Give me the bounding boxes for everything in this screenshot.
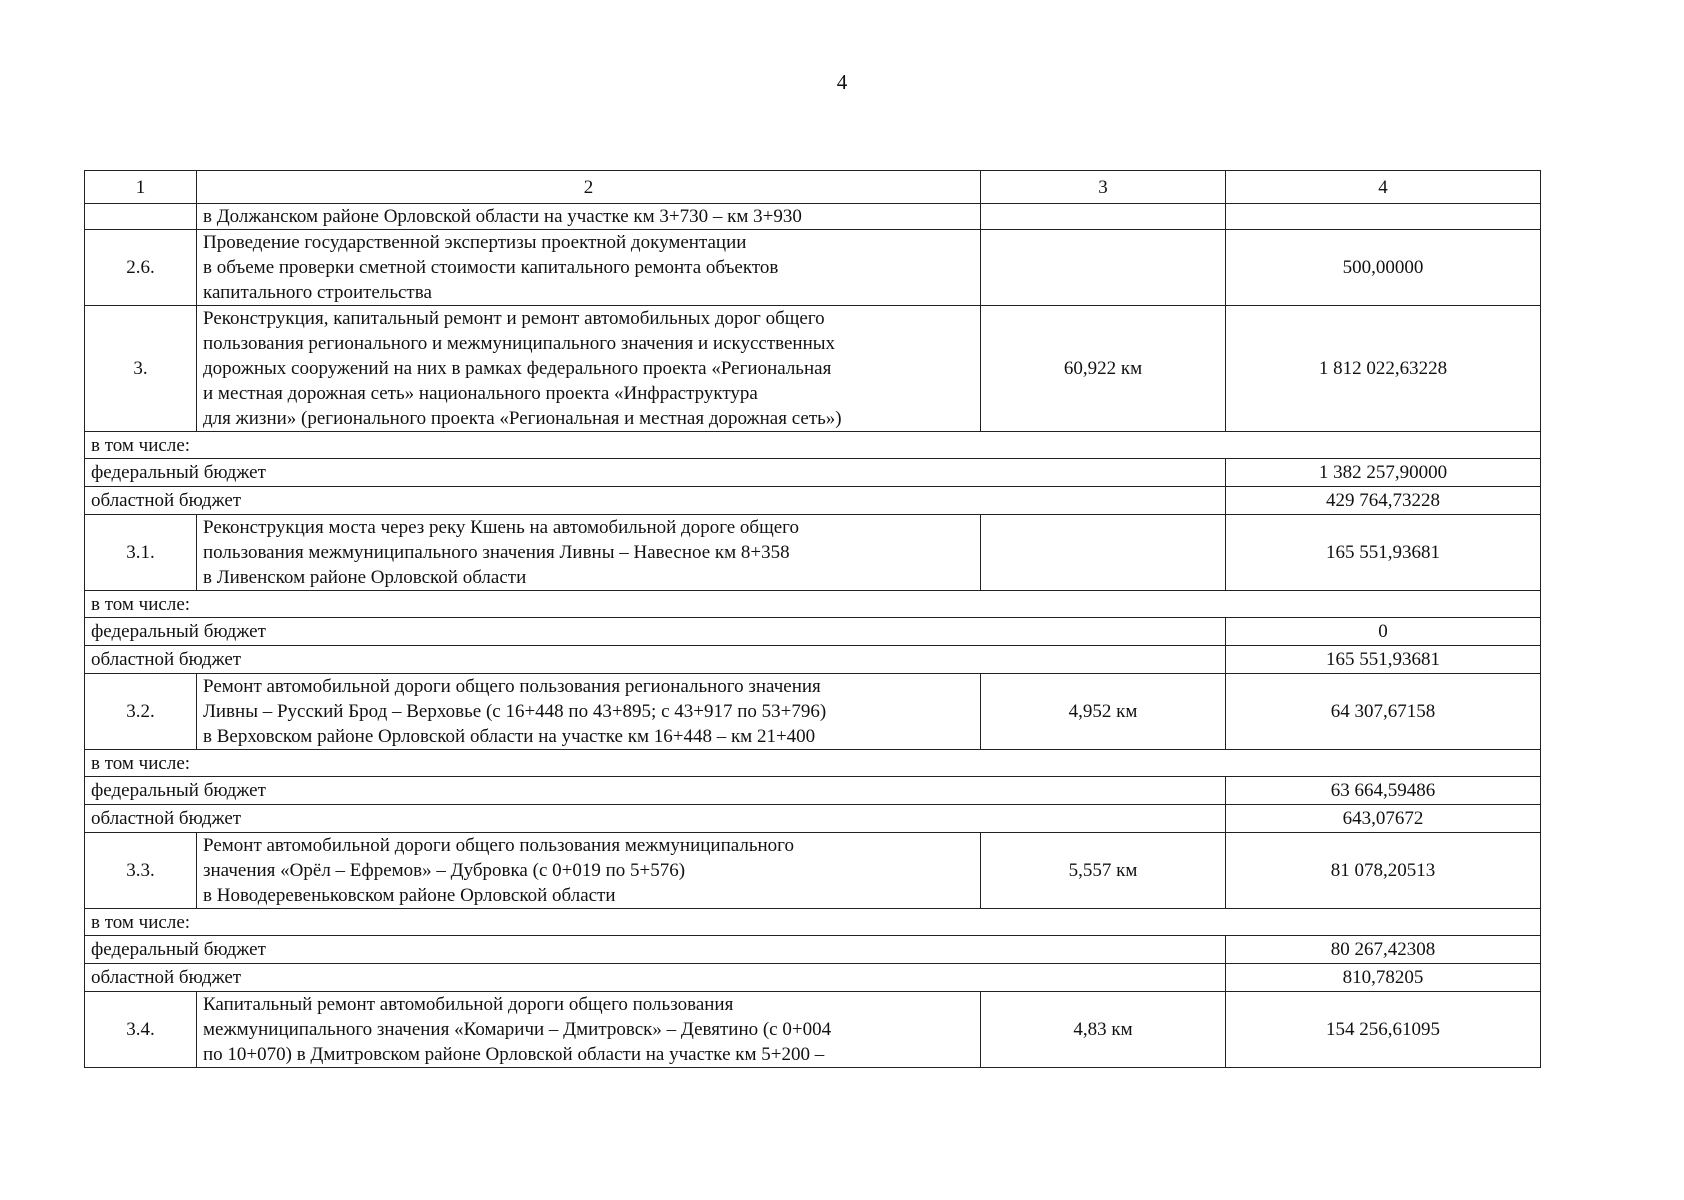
description-line: Реконструкция, капитальный ремонт и ремонт автомобильных дорог общего [203,308,825,329]
row-amount: 500,00000 [1226,230,1541,306]
description-line: пользования регионального и межмуниципального значения и искусственных [203,333,836,354]
subtotal-heading-row [85,909,1541,936]
header-cell-3: 3 [981,171,1226,204]
description-line: и местная дорожная сеть» национального проекта «Инфраструктура [203,383,758,404]
budget-row [85,777,1541,805]
budget-amount: 643,07672 [1226,805,1541,833]
row-amount: 154 256,61095 [1226,992,1541,1068]
budget-label: федеральный бюджет [85,459,1226,487]
budget-row [85,964,1541,992]
row-description [197,515,981,591]
row-description [197,306,981,432]
budget-label: областной бюджет [85,487,1226,515]
row-number: 3.4. [85,992,197,1068]
budget-table [84,170,1541,1068]
budget-amount: 1 382 257,90000 [1226,459,1541,487]
row-length: 5,557 км [981,833,1226,909]
row-amount: 64 307,67158 [1226,674,1541,750]
description-line: капитального строительства [203,282,432,303]
description-line: Капитальный ремонт автомобильной дороги общего пользования [203,994,734,1015]
row-description [197,833,981,909]
description-line: пользования межмуниципального значения Ливны – Навесное км 8+358 [203,542,790,563]
table-header-row [85,171,1541,204]
page-number: 4 [836,70,848,94]
row-number [85,204,197,230]
table-row [85,992,1541,1068]
budget-amount: 429 764,73228 [1226,487,1541,515]
budget-row [85,646,1541,674]
row-amount: 81 078,20513 [1226,833,1541,909]
row-number: 3. [85,306,197,432]
description-line: Ремонт автомобильной дороги общего пользования регионального значения [203,676,821,697]
header-cell-2: 2 [197,171,981,204]
budget-amount: 0 [1226,618,1541,646]
table-row [85,230,1541,306]
budget-row [85,459,1541,487]
row-amount: 165 551,93681 [1226,515,1541,591]
table-row [85,833,1541,909]
budget-label: областной бюджет [85,964,1226,992]
row-length: 4,83 км [981,992,1226,1068]
description-line: значения «Орёл – Ефремов» – Дубровка (с 0+019 по 5+576) [203,860,686,881]
header-cell-1: 1 [85,171,197,204]
subtotal-heading: в том числе: [85,432,1541,459]
row-number: 3.2. [85,674,197,750]
description-line: в Ливенском районе Орловской области [203,567,527,588]
budget-label: федеральный бюджет [85,777,1226,805]
subtotal-heading: в том числе: [85,909,1541,936]
description-line: Реконструкция моста через реку Кшень на автомобильной дороге общего [203,517,799,538]
subtotal-heading: в том числе: [85,591,1541,618]
budget-row [85,487,1541,515]
budget-row [85,618,1541,646]
subtotal-heading-row [85,591,1541,618]
description-line: в объеме проверки сметной стоимости капитального ремонта объектов [203,257,779,278]
header-cell-4: 4 [1226,171,1541,204]
subtotal-heading-row [85,750,1541,777]
row-amount [1226,204,1541,230]
budget-label: областной бюджет [85,646,1226,674]
row-length: 60,922 км [981,306,1226,432]
row-description [197,230,981,306]
description-line: Ливны – Русский Брод – Верховье (с 16+448 по 43+895; с 43+917 по 53+796) [203,701,827,722]
budget-amount: 80 267,42308 [1226,936,1541,964]
budget-label: федеральный бюджет [85,936,1226,964]
budget-amount: 810,78205 [1226,964,1541,992]
table-row [85,515,1541,591]
row-number: 2.6. [85,230,197,306]
subtotal-heading-row [85,432,1541,459]
budget-amount: 165 551,93681 [1226,646,1541,674]
budget-label: областной бюджет [85,805,1226,833]
description-line: в Новодеревеньковском районе Орловской области [203,885,616,906]
description-line: в Верховском районе Орловской области на участке км 16+448 – км 21+400 [203,726,816,747]
row-number: 3.1. [85,515,197,591]
row-amount: 1 812 022,63228 [1226,306,1541,432]
budget-amount: 63 664,59486 [1226,777,1541,805]
budget-label: федеральный бюджет [85,618,1226,646]
row-length [981,204,1226,230]
budget-row [85,805,1541,833]
row-description [197,204,981,230]
description-line: в Должанском районе Орловской области на участке км 3+730 – км 3+930 [203,206,802,227]
subtotal-heading: в том числе: [85,750,1541,777]
row-length: 4,952 км [981,674,1226,750]
table-row [85,306,1541,432]
description-line: Проведение государственной экспертизы проектной документации [203,232,747,253]
description-line: межмуниципального значения «Комаричи – Дмитровск» – Девятино (с 0+004 [203,1019,832,1040]
row-length [981,230,1226,306]
description-line: дорожных сооружений на них в рамках федерального проекта «Региональная [203,358,832,379]
description-line: по 10+070) в Дмитровском районе Орловской области на участке км 5+200 – [203,1044,825,1065]
description-line: для жизни» (регионального проекта «Региональная и местная дорожная сеть») [203,408,842,429]
row-description [197,992,981,1068]
row-description [197,674,981,750]
table-row [85,204,1541,230]
budget-row [85,936,1541,964]
row-number: 3.3. [85,833,197,909]
table-row [85,674,1541,750]
row-length [981,515,1226,591]
description-line: Ремонт автомобильной дороги общего пользования межмуниципального [203,835,795,856]
